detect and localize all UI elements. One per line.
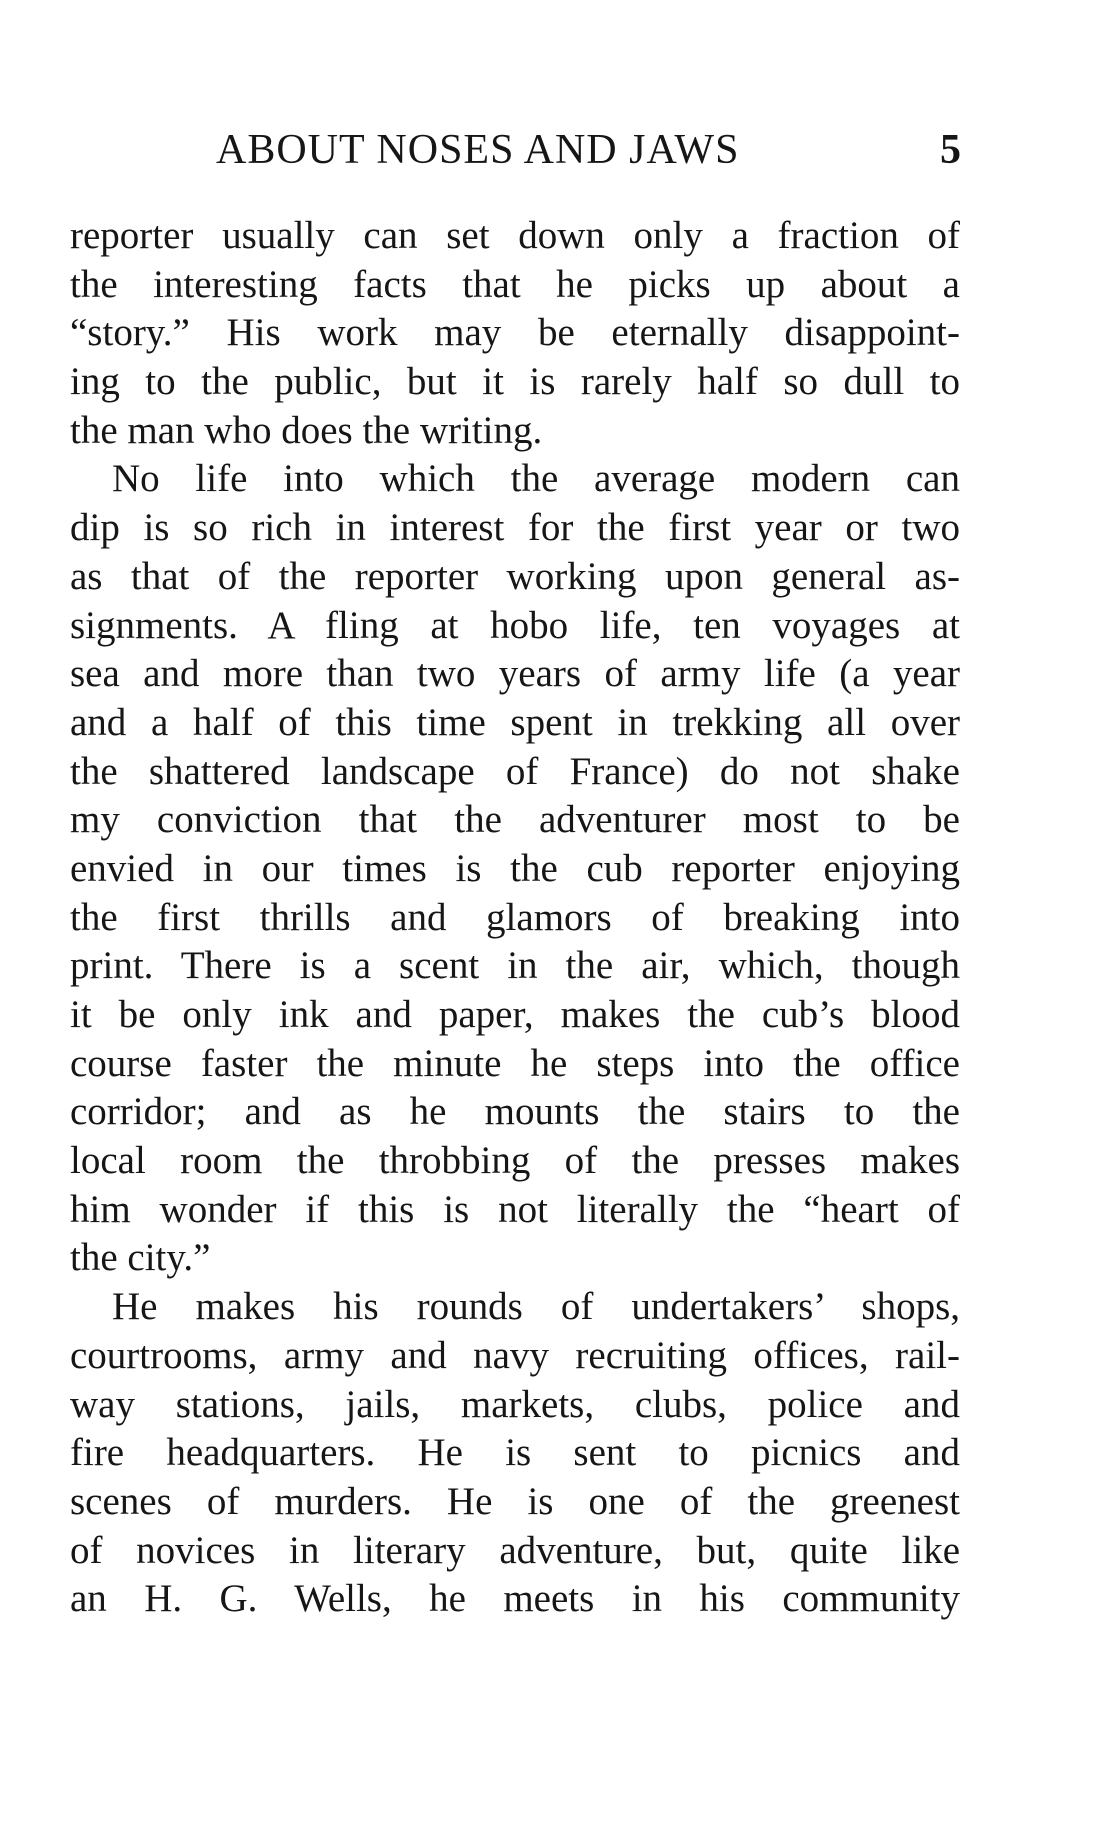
text-line: the first thrills and glamors of breaking into <box>70 895 960 939</box>
text-line: course faster the minute he steps into the office <box>70 1041 960 1085</box>
chapter-title: ABOUT NOSES AND JAWS <box>216 127 740 173</box>
text-line: courtrooms, army and navy recruiting offices, rail- <box>70 1333 960 1377</box>
text-line: him wonder if this is not literally the “heart of <box>70 1187 960 1231</box>
text-line: dip is so rich in interest for the first year or two <box>70 506 960 550</box>
text-line: fire headquarters. He is sent to picnics and <box>70 1431 960 1475</box>
text-line: as that of the reporter working upon general as- <box>70 554 960 598</box>
text-line: local room the throbbing of the presses makes <box>70 1139 960 1183</box>
text-line: signments. A fling at hobo life, ten voyages at <box>70 603 960 647</box>
text-line: the interesting facts that he picks up about a <box>70 262 960 306</box>
text-line: and a half of this time spent in trekking all over <box>70 700 960 744</box>
text-line: ing to the public, but it is rarely half so dull to <box>70 360 960 404</box>
text-line: the man who does the writing. <box>70 408 543 452</box>
text-line: envied in our times is the cub reporter enjoying <box>70 846 960 890</box>
text-line: “story.” His work may be eternally disappoint- <box>70 311 960 355</box>
text-line: way stations, jails, markets, clubs, police and <box>70 1382 960 1426</box>
text-line: sea and more than two years of army life (a year <box>70 652 960 696</box>
text-line: the shattered landscape of France) do not shake <box>70 749 960 793</box>
running-head <box>70 122 962 178</box>
text-line: reporter usually can set down only a fraction of <box>70 214 960 257</box>
text-line: the city.” <box>70 1236 211 1280</box>
text-line: it be only ink and paper, makes the cub’s blood <box>70 993 960 1036</box>
text-line: He makes his rounds of undertakers’ shops, <box>112 1285 960 1329</box>
text-line: No life into which the average modern can <box>112 457 960 501</box>
text-line: corridor; and as he mounts the stairs to the <box>70 1090 960 1134</box>
text-line: scenes of murders. He is one of the greenest <box>70 1479 960 1523</box>
text-line: print. There is a scent in the air, which, though <box>70 944 960 988</box>
page-number: 5 <box>940 127 962 173</box>
text-line: of novices in literary adventure, but, quite like <box>70 1528 960 1572</box>
body-text <box>70 212 960 1624</box>
text-line: an H. G. Wells, he meets in his community <box>70 1577 960 1621</box>
text-line: my conviction that the adventurer most to be <box>70 798 960 842</box>
